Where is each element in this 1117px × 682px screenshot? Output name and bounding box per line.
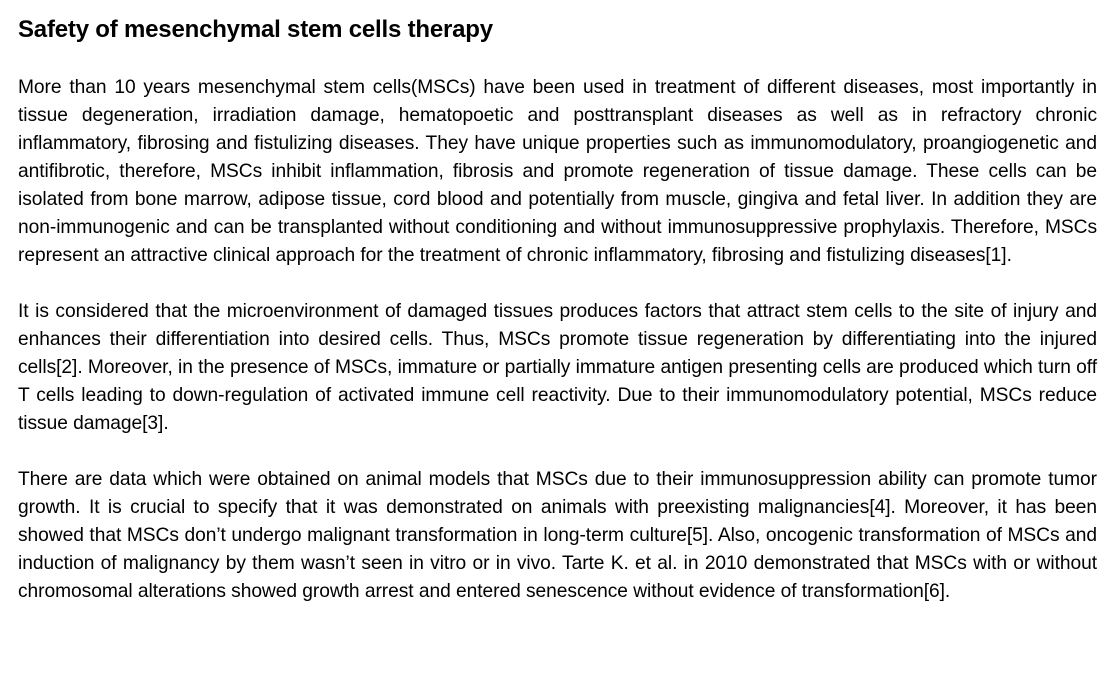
document-page xyxy=(18,14,1097,606)
paragraph-msc-tumor-safety: There are data which were obtained on animal models that MSCs due to their immunosuppression ability can promote tumor growth. It is crucial to specify that it was demonstrated on animals with preexisting malignancies[4]. Moreover, it has been showed that MSCs don’t undergo malignant transformation in long-term culture[5]. Also, oncogenic transformation of MSCs and induction of malignancy by them wasn’t seen in vitro or in vivo. Tarte K. et al. in 2010 demonstrated that MSCs with or without chromosomal alterations showed growth arrest and entered senescence without evidence of transformation[6]. xyxy=(18,469,1097,602)
paragraph-msc-microenvironment: It is considered that the microenvironment of damaged tissues produces factors that attract stem cells to the site of injury and enhances their differentiation into desired cells. Thus, MSCs promote tissue regeneration by differentiating into the injured cells[2]. Moreover, in the presence of MSCs, immature or partially immature antigen presenting cells are produced which turn off T cells leading to down-regulation of activated immune cell reactivity. Due to their immunomodulatory potential, MSCs reduce tissue damage[3]. xyxy=(18,301,1097,434)
paragraph-msc-overview: More than 10 years mesenchymal stem cells(MSCs) have been used in treatment of different diseases, most importantly in tissue degeneration, irradiation damage, hematopoetic and posttransplant diseases as well as in refractory chronic inflammatory, fibrosing and fistulizing diseases. They have unique properties such as immunomodulatory, proangiogenetic and antifibrotic, therefore, MSCs inhibit inflammation, fibrosis and promote regeneration of tissue damage. These cells can be isolated from bone marrow, adipose tissue, cord blood and potentially from muscle, gingiva and fetal liver. In addition they are non-immunogenic and can be transplanted without conditioning and without immunosuppressive prophylaxis. Therefore, MSCs represent an attractive clinical approach for the treatment of chronic inflammatory, fibrosing and fistulizing diseases[1]. xyxy=(18,77,1097,266)
document-title: Safety of mesenchymal stem cells therapy xyxy=(18,16,493,43)
